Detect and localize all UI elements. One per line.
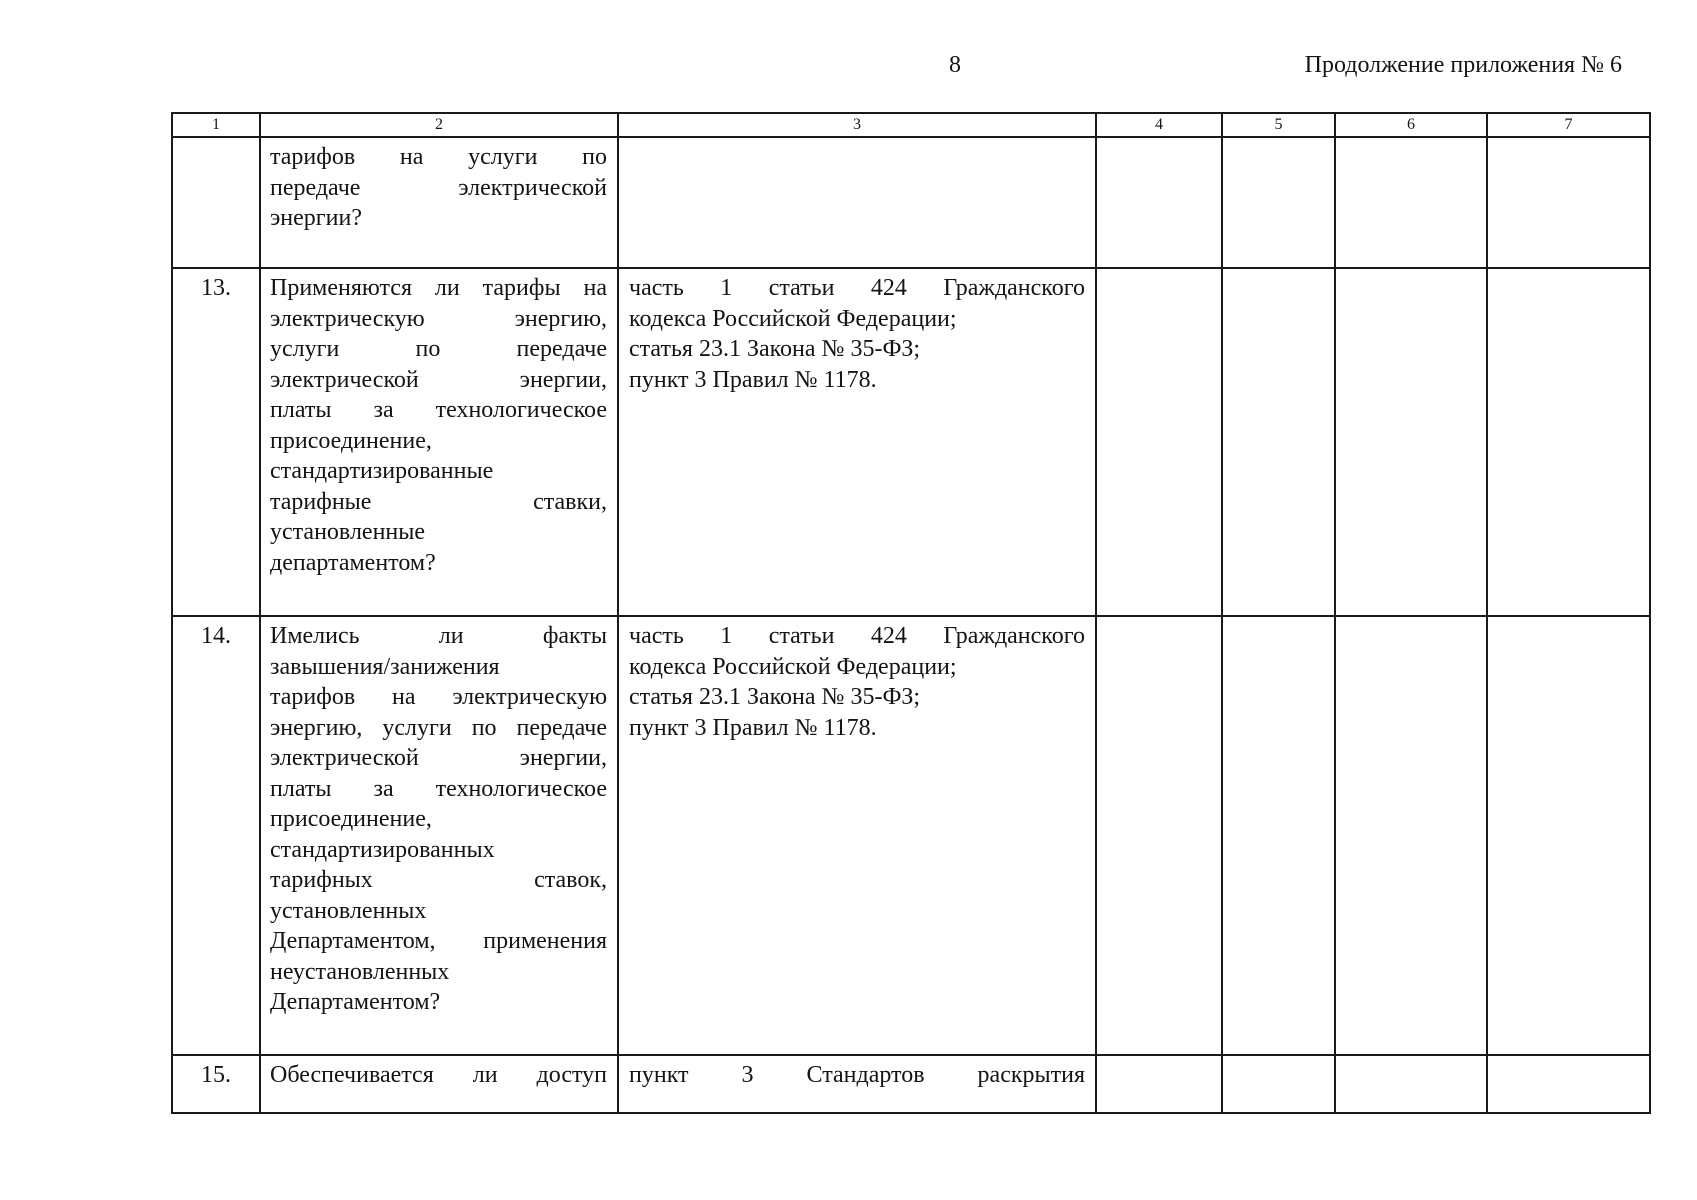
question-line: электрическую энергию, xyxy=(270,305,607,332)
answer-cell xyxy=(1096,137,1222,268)
question-line: стандартизированных xyxy=(270,836,495,863)
answer-cell xyxy=(1222,137,1335,268)
question-line: присоединение, xyxy=(270,806,432,832)
answer-cell xyxy=(1335,268,1487,616)
row-number: 15. xyxy=(172,1055,260,1113)
legal-line: кодекса Российской Федерации; xyxy=(629,305,957,332)
question-cell xyxy=(260,137,618,268)
legal-line: часть 1 статьи 424 Гражданского xyxy=(629,623,1085,649)
question-line: присоединение, xyxy=(270,427,432,454)
legal-line: пункт 3 Правил № 1178. xyxy=(629,366,877,393)
column-header: 5 xyxy=(1222,113,1335,137)
legal-line: кодекса Российской Федерации; xyxy=(629,653,957,680)
table-row xyxy=(172,268,1650,616)
legal-basis-cell xyxy=(618,137,1096,268)
question-line: передаче электрической xyxy=(270,174,607,201)
answer-cell xyxy=(1222,1055,1335,1113)
question-line: неустановленных xyxy=(270,958,450,985)
question-line: установленные xyxy=(270,519,426,545)
question-line: завышения/занижения xyxy=(270,653,500,680)
question-line: тарифные ставки, xyxy=(270,488,607,515)
question-line: тарифных ставок, xyxy=(270,867,607,893)
answer-cell xyxy=(1096,1055,1222,1113)
legal-basis-cell xyxy=(618,268,1096,616)
legal-line: пункт 3 Стандартов раскрытия xyxy=(629,1062,1085,1088)
row-number: 14. xyxy=(172,616,260,1055)
page-number: 8 xyxy=(949,52,961,78)
legal-line: статья 23.1 Закона № 35-ФЗ; xyxy=(629,336,921,362)
table-row xyxy=(172,1055,1650,1113)
legal-line: пункт 3 Правил № 1178. xyxy=(629,714,877,741)
column-number-row xyxy=(172,113,1650,137)
table-row xyxy=(172,137,1650,268)
row-number xyxy=(172,137,260,268)
question-line: тарифов на электрическую xyxy=(270,684,607,710)
answer-cell xyxy=(1096,616,1222,1055)
question-line: Департаментом, применения xyxy=(270,928,607,954)
table-row xyxy=(172,616,1650,1055)
appendix-continuation-title: Продолжение приложения № 6 xyxy=(1304,52,1622,78)
column-header: 7 xyxy=(1487,113,1650,137)
question-line: Применяются ли тарифы на xyxy=(270,275,607,301)
question-line: Обеспечивается ли доступ xyxy=(270,1062,607,1088)
note-cell xyxy=(1487,268,1650,616)
question-line: тарифов на услуги по xyxy=(270,144,607,170)
answer-cell xyxy=(1222,268,1335,616)
answer-cell xyxy=(1222,616,1335,1055)
answer-cell xyxy=(1096,268,1222,616)
note-cell xyxy=(1487,1055,1650,1113)
question-line: электрической энергии, xyxy=(270,366,607,393)
row-number: 13. xyxy=(172,268,260,616)
question-line: Департаментом? xyxy=(270,989,441,1015)
question-line: платы за технологическое xyxy=(270,775,607,802)
question-line: установленных xyxy=(270,897,427,924)
question-cell xyxy=(260,268,618,616)
question-cell xyxy=(260,1055,618,1113)
note-cell xyxy=(1487,616,1650,1055)
question-cell xyxy=(260,616,618,1055)
checklist-table xyxy=(171,112,1651,1114)
legal-line: статья 23.1 Закона № 35-ФЗ; xyxy=(629,684,921,710)
question-line: услуги по передаче xyxy=(270,336,607,362)
column-header: 6 xyxy=(1335,113,1487,137)
legal-basis-cell xyxy=(618,616,1096,1055)
question-line: Имелись ли факты xyxy=(270,623,607,649)
column-header: 3 xyxy=(618,113,1096,137)
question-line: энергию, услуги по передаче xyxy=(270,714,607,741)
column-header: 4 xyxy=(1096,113,1222,137)
answer-cell xyxy=(1335,616,1487,1055)
question-line: платы за технологическое xyxy=(270,397,607,423)
column-header: 1 xyxy=(172,113,260,137)
question-line: стандартизированные xyxy=(270,458,494,484)
answer-cell xyxy=(1335,137,1487,268)
legal-basis-cell xyxy=(618,1055,1096,1113)
legal-line: часть 1 статьи 424 Гражданского xyxy=(629,275,1085,301)
question-line: электрической энергии, xyxy=(270,745,607,771)
question-line: энергии? xyxy=(270,205,362,231)
question-line: департаментом? xyxy=(270,549,436,576)
note-cell xyxy=(1487,137,1650,268)
column-header: 2 xyxy=(260,113,618,137)
answer-cell xyxy=(1335,1055,1487,1113)
